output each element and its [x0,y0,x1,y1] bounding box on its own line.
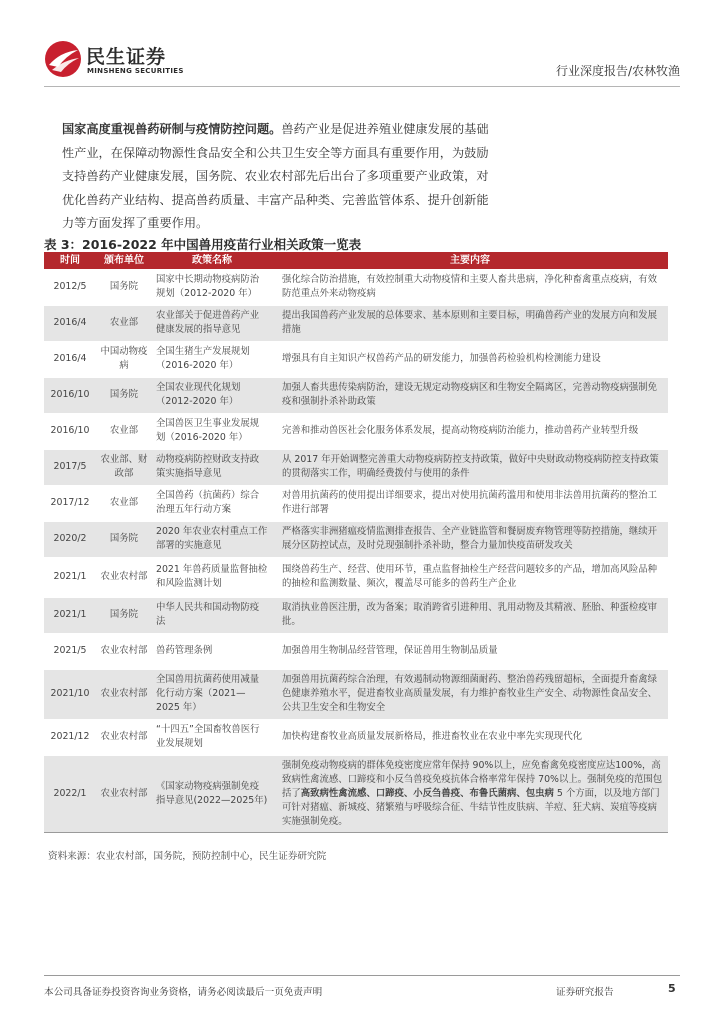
cell-unit: 中国动物疫病 [96,341,152,377]
logo-text-cn: 民生证券 [86,46,167,68]
logo-text-en: MINSHENG SECURITIES [87,67,184,75]
col-header-unit: 颁布单位 [96,252,152,269]
cell-policy: 农业部关于促进兽药产业健康发展的指导意见 [152,305,272,341]
intro-body: 兽药产业是促进养殖业健康发展的基础性产业，在保障动物源性食品安全和公共卫生安全等方面具有重要作用，为鼓励支持兽药产业健康发展，国务院、农业农村部先后出台了多项重要产业政策，对优化兽药产业结构、提高兽药质量、丰富产品种类、完善监管体系、提升创新能力等方面发挥了重要作用。 [62,122,489,230]
cell-policy: “十四五”全国畜牧兽医行业发展规划 [152,719,272,755]
cell-unit: 国务院 [96,597,152,633]
cell-content: 围绕兽药生产、经营、使用环节，重点监督抽检生产经营问题较多的产品，增加高风险品种的抽检和监测数量、频次，覆盖尽可能多的兽药生产企业 [272,557,668,597]
table-row [44,449,668,485]
cell-unit: 农业部 [96,305,152,341]
content-text-tail: 5 个方面，以及地方部门可针对猪瘟、新城疫、猪繁殖与呼吸综合征、牛结节性皮肤病、羊痘、狂犬病、炭疽等疫病实施强制免疫。 [282,787,660,827]
content-text: 强制免疫动物疫病的群体免疫密度应常年保持 90%以上，应免畜禽免疫密度应达100%，高致病性禽流感、口蹄疫和小反刍兽疫免疫抗体合格率常年保持 70%以上。强制免疫的范围包括了 [282,759,663,799]
table-row [44,597,668,633]
cell-content: 增强具有自主知识产权兽药产品的研发能力，加强兽药检验机构检测能力建设 [272,341,668,377]
cell-time: 2020/2 [44,521,96,557]
footer-disclaimer: 本公司具备证券投资咨询业务资格，请务必阅读最后一页免责声明 [44,987,323,998]
cell-content: 从 2017 年开始调整完善重大动物疫病防控支持政策，做好中央财政动物疫病防控支持政策的贯彻落实工作，明确经费拨付与使用的条件 [272,449,668,485]
table-row [44,413,668,449]
cell-content [272,755,668,832]
cell-policy: 兽药管理条例 [152,633,272,669]
cell-time: 2017/12 [44,485,96,521]
cell-content: 对兽用抗菌药的使用提出详细要求，提出对使用抗菌药滥用和使用非法兽用抗菌药的整治工作进行部署 [272,485,668,521]
table-row [44,521,668,557]
table-row [44,719,668,755]
content-bold-diseases: 高致病性禽流感、口蹄疫、小反刍兽疫、布鲁氏菌病、包虫病 [300,787,554,799]
policy-table [44,252,668,833]
cell-time: 2017/5 [44,449,96,485]
minsheng-logo-icon [44,40,82,78]
cell-content: 强化综合防治措施，有效控制重大动物疫情和主要人畜共患病，净化种畜禽重点疫病，有效防范重点外来动物疫病 [272,269,668,305]
cell-time: 2021/5 [44,633,96,669]
cell-policy: 国家中长期动物疫病防治规划（2012-2020 年） [152,269,272,305]
cell-time: 2021/10 [44,669,96,719]
table-row [44,669,668,719]
table-row [44,341,668,377]
cell-unit: 农业农村部 [96,755,152,832]
cell-time: 2021/1 [44,597,96,633]
cell-unit: 国务院 [96,269,152,305]
cell-time: 2016/10 [44,377,96,413]
cell-content: 加强人畜共患传染病防治，建设无规定动物疫病区和生物安全隔离区，完善动物疫病强制免疫和强制扑杀补助政策 [272,377,668,413]
page-number: 5 [668,982,676,995]
cell-unit: 农业农村部 [96,557,152,597]
cell-policy: 《国家动物疫病强制免疫指导意见(2022—2025年) [152,755,272,832]
footer-divider [44,975,680,976]
report-category: 行业深度报告/农林牧渔 [555,64,680,78]
cell-time: 2016/4 [44,305,96,341]
source-note: 资料来源：农业农村部，国务院，预防控制中心，民生证券研究院 [48,851,327,862]
cell-policy: 2021 年兽药质量监督抽检和风险监测计划 [152,557,272,597]
cell-content: 提出我国兽药产业发展的总体要求、基本原则和主要目标，明确兽药产业的发展方向和发展措施 [272,305,668,341]
cell-time: 2022/1 [44,755,96,832]
cell-unit: 农业部 [96,485,152,521]
cell-unit: 农业农村部 [96,719,152,755]
cell-time: 2021/12 [44,719,96,755]
table-row [44,633,668,669]
table-header-row [44,252,668,269]
cell-content: 完善和推动兽医社会化服务体系发展，提高动物疫病防治能力，推动兽药产业转型升级 [272,413,668,449]
table-row [44,269,668,305]
cell-content: 加强兽用抗菌药综合治理，有效遏制动物源细菌耐药、整治兽药残留超标，全面提升畜禽绿色健康养殖水平，促进畜牧业高质量发展，有力维护畜牧业生产安全、动物源性食品安全、公共卫生安全和生物安全 [272,669,668,719]
header-divider [44,86,680,87]
page-header [44,40,680,84]
cell-unit: 农业农村部 [96,669,152,719]
cell-policy: 2020 年农业农村重点工作部署的实施意见 [152,521,272,557]
cell-policy: 全国兽用抗菌药使用减量化行动方案（2021—2025 年） [152,669,272,719]
cell-unit: 农业农村部 [96,633,152,669]
intro-paragraph [62,118,490,236]
col-header-policy: 政策名称 [152,252,272,269]
cell-time: 2021/1 [44,557,96,597]
cell-unit: 国务院 [96,377,152,413]
table-title: 表 3：2016-2022 年中国兽用疫苗行业相关政策一览表 [44,237,362,252]
cell-policy: 中华人民共和国动物防疫法 [152,597,272,633]
table-row [44,485,668,521]
cell-unit: 国务院 [96,521,152,557]
footer-label: 证券研究报告 [556,987,614,998]
cell-content: 取消执业兽医注册，改为备案；取消跨省引进种用、乳用动物及其精液、胚胎、种蛋检疫审批。 [272,597,668,633]
cell-time: 2016/4 [44,341,96,377]
col-header-content: 主要内容 [272,252,668,269]
cell-content: 加快构建畜牧业高质量发展新格局，推进畜牧业在农业中率先实现现代化 [272,719,668,755]
cell-policy: 动物疫病防控财政支持政策实施指导意见 [152,449,272,485]
intro-lead: 国家高度重视兽药研制与疫情防控问题。 [62,122,282,136]
cell-policy: 全国生猪生产发展规划（2016-2020 年） [152,341,272,377]
table-row [44,755,668,832]
cell-unit: 农业部、财政部 [96,449,152,485]
cell-policy: 全国农业现代化规划（2012-2020 年） [152,377,272,413]
table-row [44,305,668,341]
cell-policy: 全国兽药（抗菌药）综合治理五年行动方案 [152,485,272,521]
cell-content: 严格落实非洲猪瘟疫情监测排查报告、全产业链监管和餐厨废弃物管理等防控措施，继续开展分区防控试点，及时兑现强制扑杀补助，整合力量加快疫苗研发攻关 [272,521,668,557]
table-row [44,377,668,413]
cell-time: 2012/5 [44,269,96,305]
table-row [44,557,668,597]
cell-time: 2016/10 [44,413,96,449]
cell-content: 加强兽用生物制品经营管理，保证兽用生物制品质量 [272,633,668,669]
cell-unit: 农业部 [96,413,152,449]
col-header-time: 时间 [44,252,96,269]
cell-policy: 全国兽医卫生事业发展规划（2016-2020 年） [152,413,272,449]
